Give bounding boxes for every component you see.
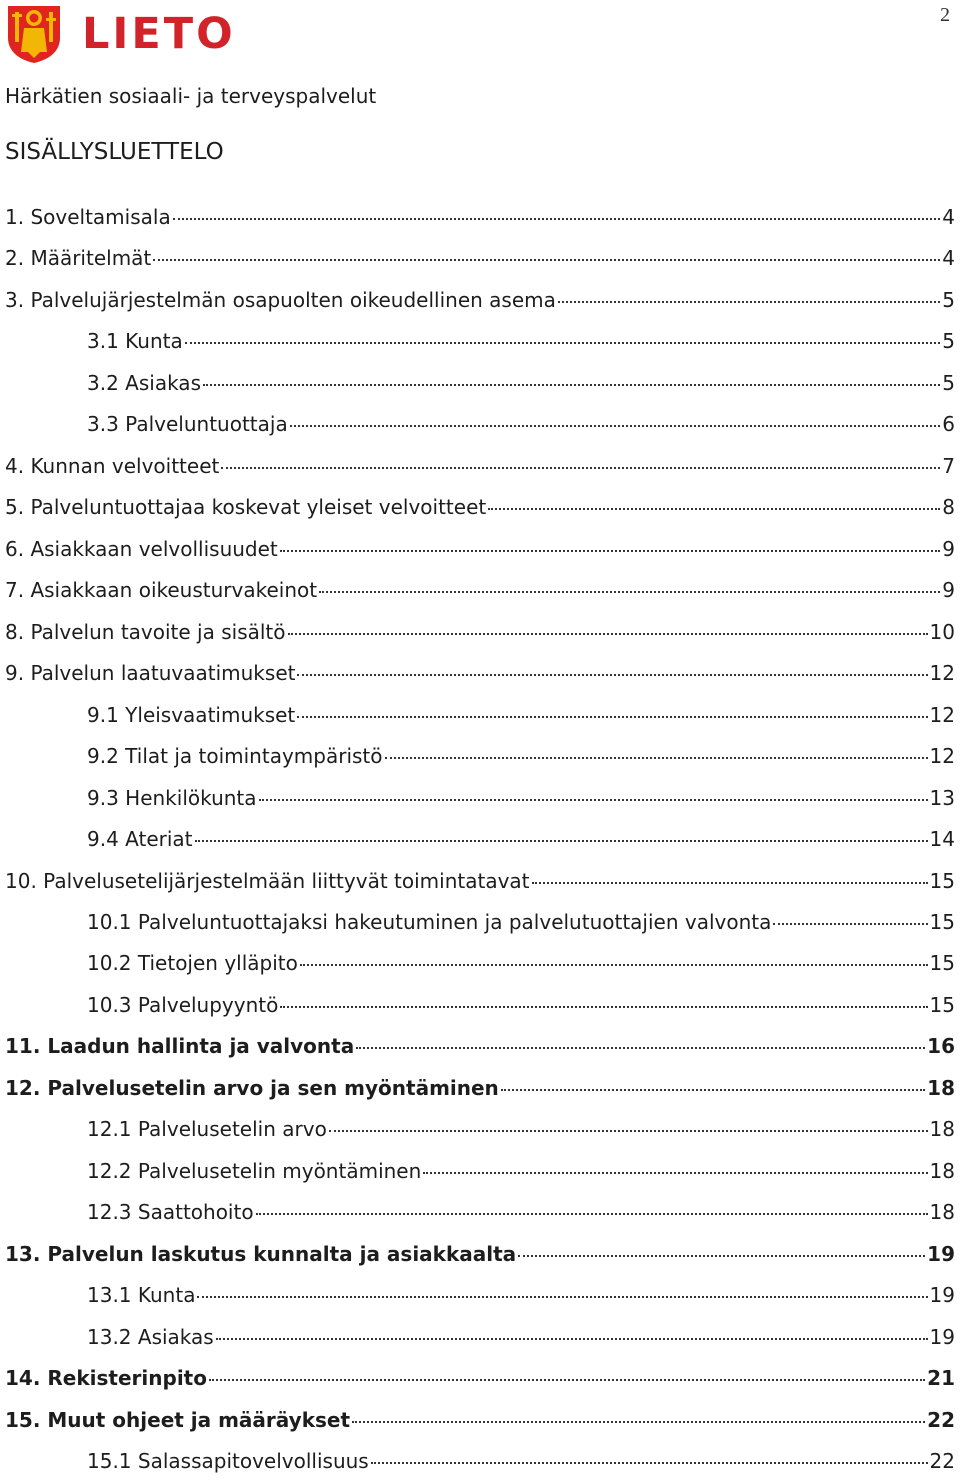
toc-entry-label: 12.1 Palvelusetelin arvo [87,1117,327,1142]
toc-entry-page: 10 [929,619,955,644]
toc-entry-page: 4 [942,246,955,271]
toc-entry-page: 7 [942,453,955,478]
table-of-contents [5,197,955,1483]
toc-leader-dots [300,964,928,966]
toc-entry-label: 8. Palvelun tavoite ja sisältö [5,619,286,644]
toc-entry-label: 3.2 Asiakas [87,370,201,395]
toc-entry-page: 15 [929,868,955,893]
toc-leader-dots [195,840,928,842]
toc-entry-page: 12 [929,702,955,727]
page-number: 2 [940,4,950,26]
toc-entry-label: 12.3 Saattohoito [87,1200,254,1225]
toc-leader-dots [297,716,927,718]
toc-leader-dots [385,757,928,759]
toc-entry[interactable] [5,280,955,321]
toc-leader-dots [288,633,928,635]
toc-leader-dots [501,1089,925,1091]
toc-entry-label: 9.1 Yleisvaatimukset [87,702,296,727]
toc-entry-page: 14 [929,827,955,852]
toc-entry[interactable] [5,1151,955,1192]
toc-entry-label: 9.2 Tilat ja toimintaympäristö [87,744,383,769]
toc-entry-page: 5 [942,287,955,312]
toc-entry-page: 12 [929,661,955,686]
toc-entry[interactable] [5,1317,955,1358]
toc-entry[interactable] [5,1192,955,1233]
toc-leader-dots [297,674,927,676]
toc-entry-page: 22 [929,1449,955,1474]
toc-entry-page: 8 [942,495,955,520]
toc-leader-dots [356,1047,925,1049]
toc-leader-dots [216,1338,928,1340]
coat-of-arms-icon [6,4,62,64]
toc-leader-dots [329,1130,928,1132]
toc-entry[interactable] [5,943,955,984]
toc-entry[interactable] [5,1234,955,1275]
toc-leader-dots [280,550,941,552]
toc-entry-page: 15 [929,909,955,934]
toc-entry-page: 15 [929,992,955,1017]
toc-entry-page: 9 [942,536,955,561]
lieto-logo [6,4,236,64]
toc-entry[interactable] [5,1068,955,1109]
toc-entry-label: 9. Palvelun laatuvaatimukset [5,661,296,686]
toc-leader-dots [173,218,941,220]
toc-leader-dots [371,1462,928,1464]
toc-entry-label: 14. Rekisterinpito [5,1366,207,1391]
toc-leader-dots [319,591,940,593]
toc-entry[interactable] [5,985,955,1026]
toc-leader-dots [518,1255,925,1257]
toc-leader-dots [290,425,941,427]
toc-leader-dots [352,1421,925,1423]
toc-entry-label: 3.1 Kunta [87,329,183,354]
toc-leader-dots [488,508,940,510]
toc-entry[interactable] [5,404,955,445]
toc-entry-page: 18 [929,1200,955,1225]
toc-entry[interactable] [5,570,955,611]
toc-entry-page: 18 [929,1158,955,1183]
toc-entry[interactable] [5,446,955,487]
toc-entry[interactable] [5,612,955,653]
toc-leader-dots [773,923,927,925]
toc-entry-label: 11. Laadun hallinta ja valvonta [5,1034,355,1059]
toc-entry[interactable] [5,1441,955,1482]
toc-entry[interactable] [5,819,955,860]
toc-leader-dots [209,1379,925,1381]
toc-leader-dots [280,1006,927,1008]
toc-entry-label: 9.3 Henkilökunta [87,785,257,810]
toc-title: SISÄLLYSLUETTELO [5,139,224,165]
toc-entry-label: 4. Kunnan velvoitteet [5,453,220,478]
toc-entry-label: 3. Palvelujärjestelmän osapuolten oikeudellinen asema [5,287,556,312]
toc-entry-page: 19 [929,1324,955,1349]
toc-entry-label: 3.3 Palveluntuottaja [87,412,288,437]
toc-entry-label: 7. Asiakkaan oikeusturvakeinot [5,578,318,603]
toc-entry[interactable] [5,695,955,736]
toc-entry-label: 1. Soveltamisala [5,205,171,229]
toc-leader-dots [558,301,940,303]
toc-entry-label: 10. Palvelusetelijärjestelmään liittyvät toimintatavat [5,868,530,893]
logo-wordmark: LIETO [82,8,236,59]
toc-entry-label: 12. Palvelusetelin arvo ja sen myöntäminen [5,1075,499,1100]
toc-entry-page: 21 [927,1366,955,1391]
toc-entry[interactable] [5,1400,955,1441]
toc-entry-page: 5 [942,370,955,395]
toc-entry-page: 15 [929,951,955,976]
toc-entry-page: 18 [929,1117,955,1142]
toc-entry-page: 19 [927,1241,955,1266]
toc-leader-dots [259,799,928,801]
toc-entry[interactable] [5,736,955,777]
toc-entry-label: 10.3 Palvelupyyntö [87,992,279,1017]
toc-leader-dots [423,1172,927,1174]
toc-entry[interactable] [5,197,955,238]
toc-entry[interactable] [5,363,955,404]
toc-leader-dots [153,259,940,261]
toc-leader-dots [256,1213,928,1215]
toc-entry[interactable] [5,902,955,943]
toc-entry-label: 15.1 Salassapitovelvollisuus [87,1449,369,1474]
toc-entry-page: 9 [942,578,955,603]
toc-leader-dots [532,882,928,884]
toc-entry-page: 12 [929,744,955,769]
toc-entry-page: 22 [927,1407,955,1432]
toc-entry[interactable] [5,778,955,819]
toc-entry[interactable] [5,1358,955,1399]
toc-entry[interactable] [5,653,955,694]
toc-entry-label: 5. Palveluntuottajaa koskevat yleiset velvoitteet [5,495,487,520]
toc-entry-label: 9.4 Ateriat [87,827,193,852]
toc-entry-label: 12.2 Palvelusetelin myöntäminen [87,1158,422,1183]
toc-entry[interactable] [5,1026,955,1067]
toc-entry-page: 16 [927,1034,955,1059]
toc-entry-page: 19 [929,1283,955,1308]
toc-entry[interactable] [5,238,955,279]
toc-entry-page: 13 [929,785,955,810]
toc-entry[interactable] [5,1109,955,1150]
toc-entry[interactable] [5,529,955,570]
toc-entry-label: 13.2 Asiakas [87,1324,214,1349]
toc-entry[interactable] [5,861,955,902]
toc-entry-page: 6 [942,412,955,437]
toc-entry-label: 6. Asiakkaan velvollisuudet [5,536,278,561]
toc-entry-page: 18 [927,1075,955,1100]
toc-entry-label: 10.2 Tietojen ylläpito [87,951,298,976]
toc-entry-label: 15. Muut ohjeet ja määräykset [5,1407,351,1432]
toc-leader-dots [221,467,940,469]
toc-entry-page: 5 [942,329,955,354]
toc-leader-dots [197,1296,927,1298]
toc-entry-label: 10.1 Palveluntuottajaksi hakeutuminen ja palvelutuottajien valvonta [87,909,772,934]
toc-entry-label: 13.1 Kunta [87,1283,196,1308]
toc-entry[interactable] [5,1275,955,1316]
organization-subtitle: Härkätien sosiaali- ja terveyspalvelut [5,84,377,108]
toc-entry-label: 13. Palvelun laskutus kunnalta ja asiakkaalta [5,1241,517,1266]
toc-entry[interactable] [5,321,955,362]
toc-leader-dots [185,342,941,344]
toc-entry-label: 2. Määritelmät [5,246,152,271]
toc-entry[interactable] [5,487,955,528]
toc-leader-dots [203,384,940,386]
toc-entry-page: 4 [942,205,955,229]
